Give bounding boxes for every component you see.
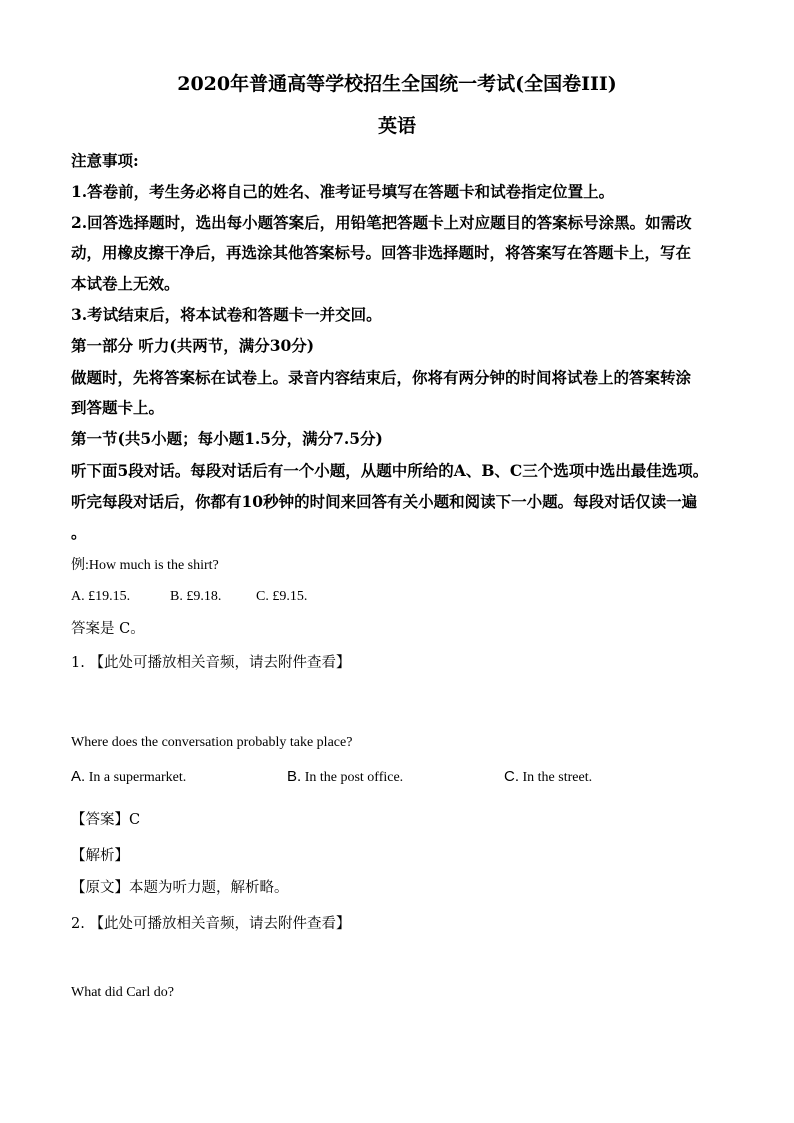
question-1-original-text: 【原文】本题为听力题，解析略。 bbox=[71, 880, 289, 896]
notes-item-1: 1.答卷前，考生务必将自己的姓名、准考证号填写在答题卡和试卷指定位置上。 bbox=[71, 182, 615, 201]
example-option-b: B. £9.18. bbox=[170, 589, 222, 604]
part1-instructions-line-2: 到答题卡上。 bbox=[71, 398, 165, 417]
section1-heading: 第一节(共5小题；每小题1.5分，满分7.5分) bbox=[71, 429, 383, 448]
notes-item-3: 3.考试结束后，将本试卷和答题卡一并交回。 bbox=[71, 305, 382, 324]
section1-instructions-line-3: 。 bbox=[71, 523, 87, 542]
question-1-stem: Where does the conversation probably take place? bbox=[71, 735, 353, 750]
question-2-stem: What did Carl do? bbox=[71, 985, 175, 1000]
option-text: In the street. bbox=[519, 770, 593, 785]
notes-heading: 注意事项: bbox=[71, 151, 139, 170]
example-question: 例:How much is the shirt? bbox=[71, 558, 219, 573]
example-answer: 答案是 C。 bbox=[71, 621, 145, 637]
example-option-a: A. £19.15. bbox=[71, 589, 131, 604]
question-1-option-b bbox=[287, 767, 403, 788]
exam-subject: 英语 bbox=[377, 115, 416, 137]
question-1-audio-note: 1. 【此处可播放相关音频，请去附件查看】 bbox=[71, 655, 351, 671]
section1-instructions-line-1: 听下面5段对话。每段对话后有一个小题，从题中所给的A、B、C三个选项中选出最佳选项。 bbox=[71, 461, 709, 480]
notes-item-2-line-2: 动，用橡皮擦干净后，再选涂其他答案标号。回答非选择题时，将答案写在答题卡上，写在 bbox=[71, 243, 692, 262]
exam-title: 2020年普通高等学校招生全国统一考试(全国卷III) bbox=[177, 73, 617, 95]
option-letter: B. bbox=[287, 768, 302, 785]
question-1-analysis-label: 【解析】 bbox=[71, 848, 129, 864]
option-letter: A. bbox=[71, 768, 86, 785]
section1-instructions-line-2: 听完每段对话后，你都有10秒钟的时间来回答有关小题和阅读下一小题。每段对话仅读一遍 bbox=[71, 492, 698, 511]
question-1-answer: 【答案】C bbox=[71, 812, 141, 828]
notes-item-2-line-3: 本试卷上无效。 bbox=[71, 274, 180, 293]
part1-instructions-line-1: 做题时，先将答案标在试卷上。录音内容结束后，你将有两分钟的时间将试卷上的答案转涂 bbox=[71, 368, 692, 387]
option-text: In a supermarket. bbox=[85, 770, 187, 785]
option-letter: C. bbox=[504, 768, 519, 785]
question-1-option-c bbox=[504, 767, 592, 788]
part1-heading: 第一部分 听力(共两节，满分30分) bbox=[71, 336, 315, 355]
option-text: In the post office. bbox=[301, 770, 404, 785]
example-option-c: C. £9.15. bbox=[256, 589, 308, 604]
question-1-option-a bbox=[71, 767, 186, 788]
notes-item-2-line-1: 2.回答选择题时，选出每小题答案后，用铅笔把答题卡上对应题目的答案标号涂黑。如需改 bbox=[71, 213, 692, 232]
question-2-audio-note: 2. 【此处可播放相关音频，请去附件查看】 bbox=[71, 916, 351, 932]
